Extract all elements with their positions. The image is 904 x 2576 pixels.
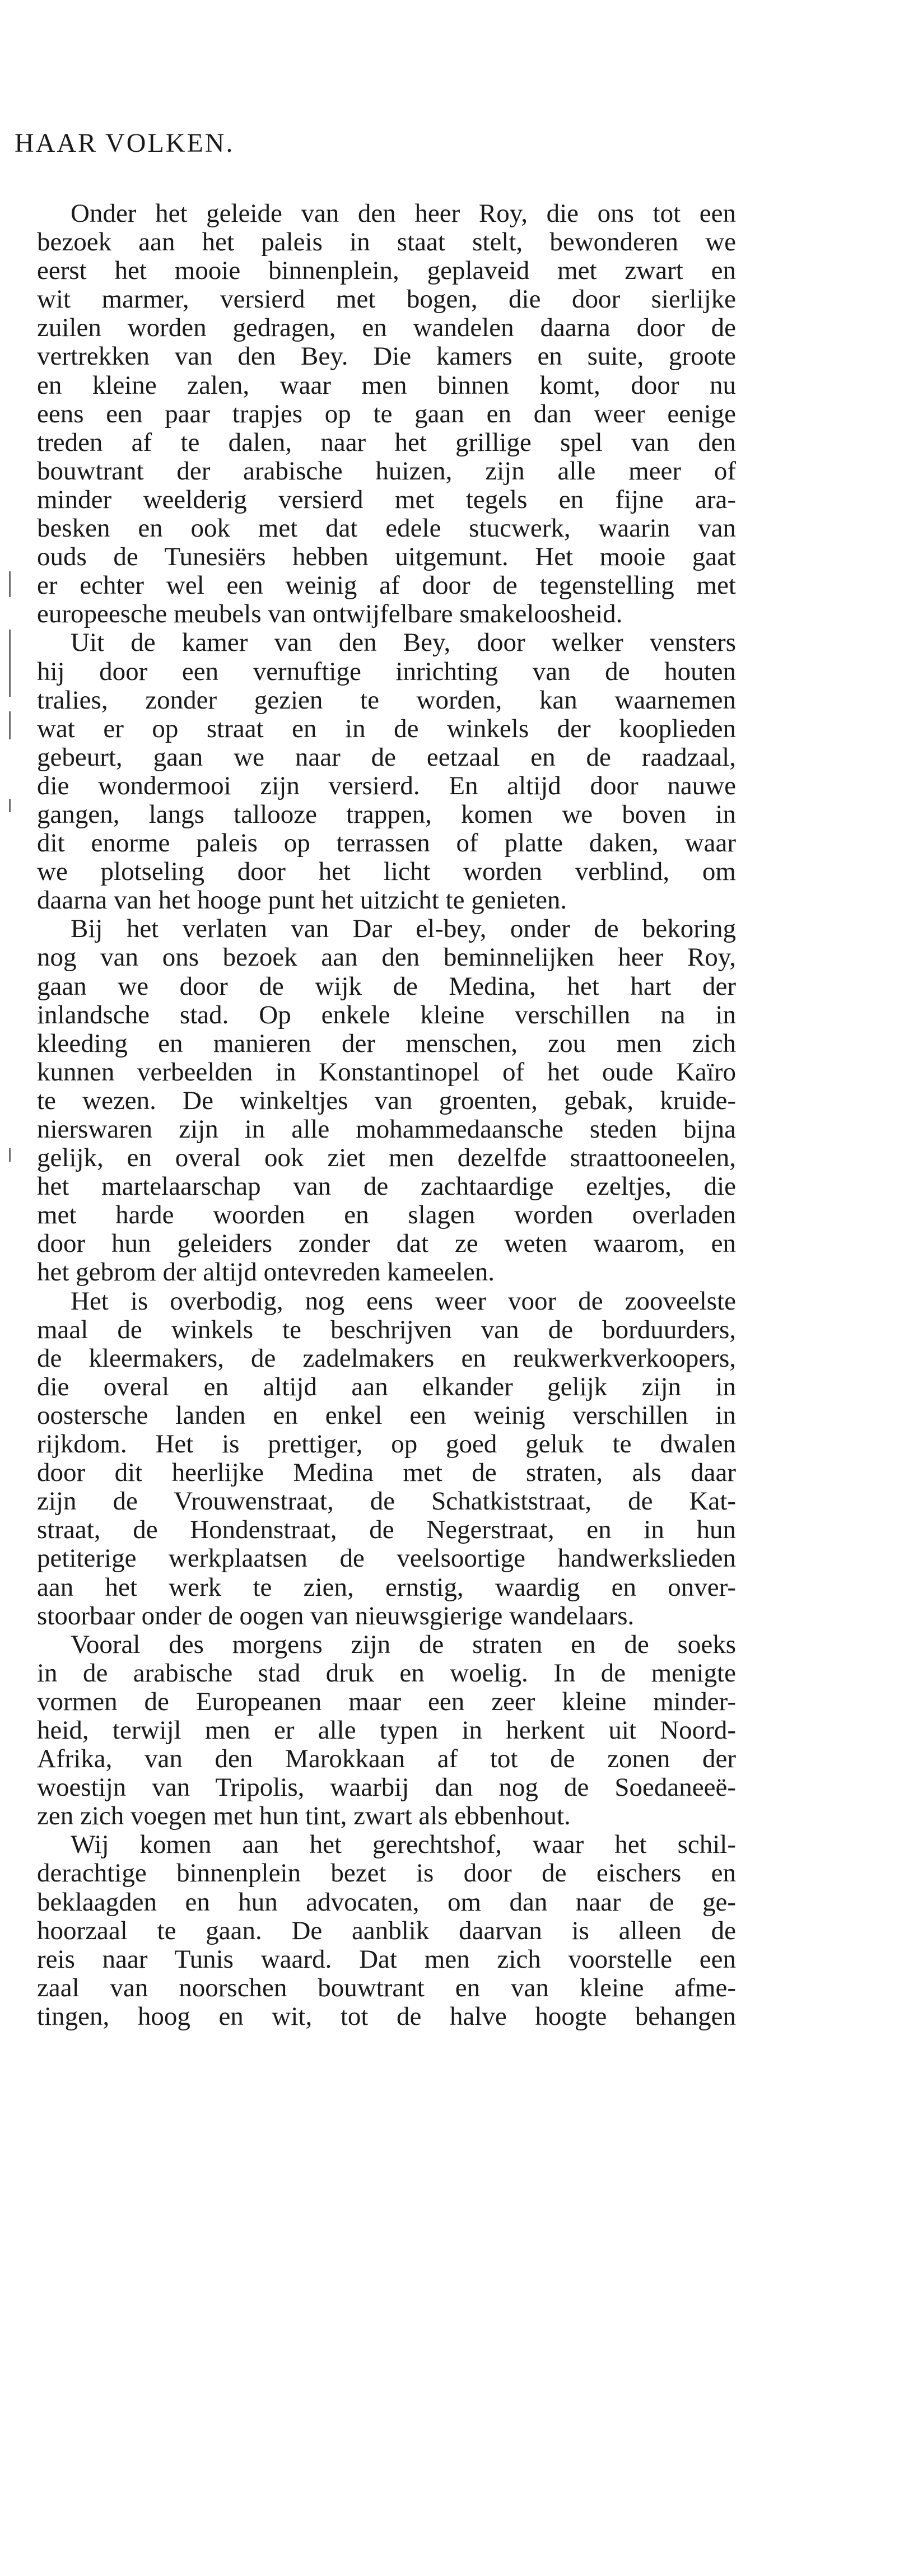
text-line: eerst het mooie binnenplein, geplaveid met zwart en xyxy=(37,257,736,286)
margin-mark xyxy=(9,630,11,697)
text-line: door hun geleiders zonder dat ze weten waarom, en xyxy=(37,1229,736,1259)
text-line: derachtige binnenplein bezet is door de eischers en xyxy=(37,1859,736,1888)
text-line: met harde woorden en slagen worden overladen xyxy=(37,1201,736,1230)
text-line: heid, terwijl men er alle typen in herkent uit Noord- xyxy=(37,1716,736,1745)
paragraph xyxy=(37,199,736,628)
paragraph xyxy=(37,1631,736,1831)
text-line: oostersche landen en enkel een weinig verschillen in xyxy=(37,1401,736,1430)
running-header: HAAR VOLKEN. xyxy=(15,128,235,158)
text-line: nog van ons bezoek aan den beminnelijken heer Roy, xyxy=(37,943,736,972)
text-line: maal de winkels te beschrijven van de borduurders, xyxy=(37,1315,736,1344)
text-line: petiterige werkplaatsen de veelsoortige handwerkslieden xyxy=(37,1544,736,1573)
text-line: bezoek aan het paleis in staat stelt, bewonderen we xyxy=(37,228,736,257)
text-line: wat er op straat en in de winkels der kooplieden xyxy=(37,714,736,743)
text-line: gebeurt, gaan we naar de eetzaal en de raadzaal, xyxy=(37,743,736,772)
body-text xyxy=(37,199,736,2031)
text-line: kleeding en manieren der menschen, zou men zich xyxy=(37,1029,736,1058)
text-line: wit marmer, versierd met bogen, die door sierlijke xyxy=(37,285,736,314)
text-line: Bij het verlaten van Dar el-bey, onder de bekoring xyxy=(71,915,736,944)
text-line: hoorzaal te gaan. De aanblik daarvan is alleen de xyxy=(37,1916,736,1945)
text-line: daarna van het hooge punt het uitzicht te genieten. xyxy=(37,886,567,915)
text-line: zijn de Vrouwenstraat, de Schatkiststraat, de Kat- xyxy=(37,1487,736,1516)
text-line: in de arabische stad druk en woelig. In de menigte xyxy=(37,1659,736,1688)
text-line: Wij komen aan het gerechtshof, waar het schil- xyxy=(71,1830,736,1860)
text-line: minder weelderig versierd met tegels en fijne ara- xyxy=(37,485,736,514)
text-line: te wezen. De winkeltjes van groenten, gebak, kruide- xyxy=(37,1086,736,1115)
text-line: Afrika, van den Marokkaan af tot de zonen der xyxy=(37,1745,736,1774)
text-line: aan het werk te zien, ernstig, waardig en onver- xyxy=(37,1573,736,1602)
text-line: zuilen worden gedragen, en wandelen daarna door de xyxy=(37,314,736,343)
margin-mark xyxy=(9,571,11,597)
text-line: die wondermooi zijn versierd. En altijd door nauwe xyxy=(37,771,736,800)
text-line: eens een paar trapjes op te gaan en dan weer eenige xyxy=(37,399,736,428)
text-line: Onder het geleide van den heer Roy, die ons tot een xyxy=(71,199,736,228)
text-line: Vooral des morgens zijn de straten en de soeks xyxy=(71,1630,736,1659)
margin-mark xyxy=(9,711,11,739)
text-line: dit enorme paleis op terrassen of platte daken, waar xyxy=(37,829,736,858)
text-line: woestijn van Tripolis, waarbij dan nog de Soedaneeë- xyxy=(37,1773,736,1802)
text-line: kunnen verbeelden in Konstantinopel of het oude Kaïro xyxy=(37,1058,736,1087)
paragraph xyxy=(37,1830,736,2031)
margin-mark xyxy=(9,1148,11,1162)
text-line: hij door een vernuftige inrichting van de houten xyxy=(37,657,736,686)
text-line: en kleine zalen, waar men binnen komt, door nu xyxy=(37,371,736,400)
text-line: die overal en altijd aan elkander gelijk zijn in xyxy=(37,1372,736,1401)
text-line: rijkdom. Het is prettiger, op goed geluk te dwalen xyxy=(37,1430,736,1459)
text-line: gangen, langs tallooze trappen, komen we boven in xyxy=(37,800,736,829)
text-line: tingen, hoog en wit, tot de halve hoogte behangen xyxy=(37,2002,736,2031)
text-line: zaal van noorschen bouwtrant en van kleine afme- xyxy=(37,1973,736,2002)
text-line: gaan we door de wijk de Medina, het hart der xyxy=(37,972,736,1001)
text-line: door dit heerlijke Medina met de straten, als daar xyxy=(37,1459,736,1488)
text-line: nierswaren zijn in alle mohammedaansche steden bijna xyxy=(37,1115,736,1144)
text-line: Het is overbodig, nog eens weer voor de zooveelste xyxy=(71,1287,736,1316)
text-line: het martelaarschap van de zachtaardige ezeltjes, die xyxy=(37,1172,736,1201)
paragraph xyxy=(37,915,736,1287)
text-line: tralies, zonder gezien te worden, kan waarnemen xyxy=(37,686,736,715)
text-line: reis naar Tunis waard. Dat men zich voorstelle een xyxy=(37,1945,736,1974)
text-line: stoorbaar onder de oogen van nieuwsgierige wandelaars. xyxy=(37,1601,635,1631)
text-line: beklaagden en hun advocaten, om dan naar de ge- xyxy=(37,1888,736,1917)
text-line: het gebrom der altijd ontevreden kameelen. xyxy=(37,1258,495,1287)
text-line: Uit de kamer van den Bey, door welker vensters xyxy=(71,628,736,658)
text-line: treden af te dalen, naar het grillige spel van den xyxy=(37,428,736,457)
text-line: straat, de Hondenstraat, de Negerstraat, en in hun xyxy=(37,1516,736,1545)
text-line: ouds de Tunesiërs hebben uitgemunt. Het mooie gaat xyxy=(37,543,736,572)
text-line: vormen de Europeanen maar een zeer kleine minder- xyxy=(37,1687,736,1716)
text-line: inlandsche stad. Op enkele kleine verschillen na in xyxy=(37,1000,736,1030)
text-line: vertrekken van den Bey. Die kamers en suite, groote xyxy=(37,342,736,371)
paragraph xyxy=(37,1287,736,1631)
paragraph xyxy=(37,628,736,915)
text-line: bouwtrant der arabische huizen, zijn alle meer of xyxy=(37,456,736,486)
text-line: er echter wel een weinig af door de tegenstelling met xyxy=(37,571,736,600)
text-line: europeesche meubels van ontwijfelbare smakeloosheid. xyxy=(37,600,623,629)
margin-mark xyxy=(9,799,11,812)
text-line: zen zich voegen met hun tint, zwart als ebbenhout. xyxy=(37,1802,571,1831)
text-line: de kleermakers, de zadelmakers en reukwerkverkoopers, xyxy=(37,1344,736,1373)
text-line: besken en ook met dat edele stucwerk, waarin van xyxy=(37,514,736,543)
text-line: gelijk, en overal ook ziet men dezelfde straattooneelen, xyxy=(37,1144,736,1173)
text-line: we plotseling door het licht worden verblind, om xyxy=(37,858,736,887)
